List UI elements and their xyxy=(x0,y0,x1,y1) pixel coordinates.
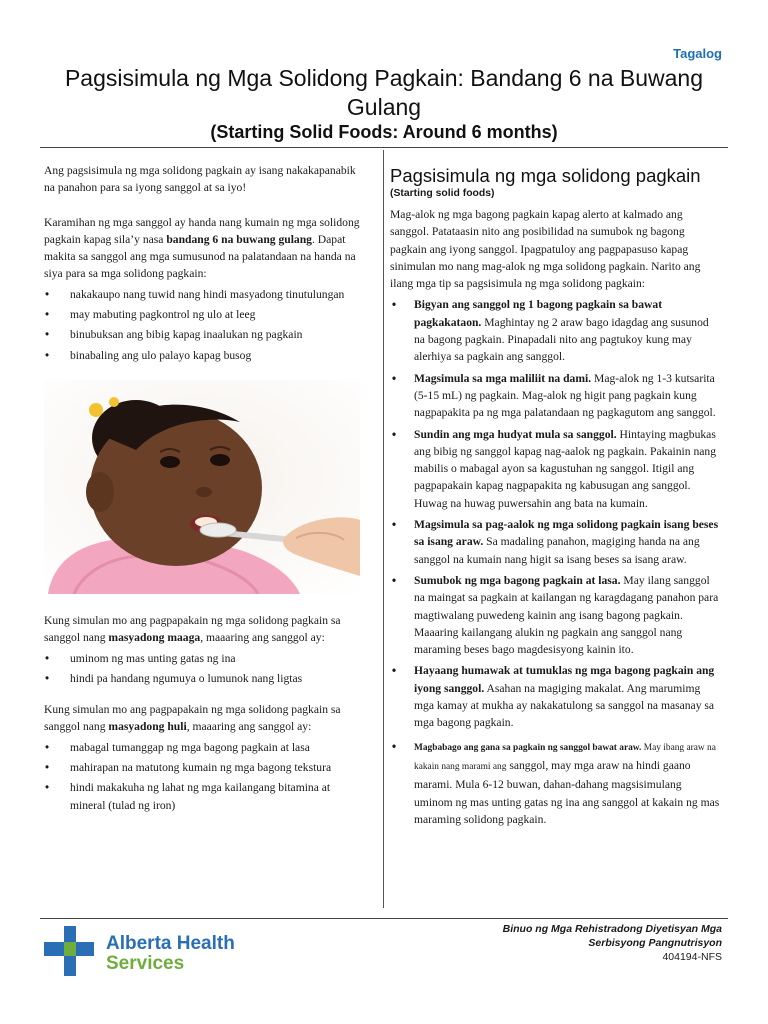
ahs-cross-icon xyxy=(44,926,104,980)
tip-title: Magbabago ang gana sa pagkain ng sanggol bawat araw. xyxy=(414,742,642,753)
tip-title: Bigyan ang sanggol ng 1 bagong pagkain sa bawat pagkakataon. xyxy=(414,298,663,329)
late-text-pre: Kung simulan mo ang pagpapakain ng mga solidong pagkain sa sanggol nang xyxy=(44,703,341,734)
tip-title: Magsimula sa mga maliliit na dami. xyxy=(414,371,592,385)
list-item: • binabaling ang ulo palayo kapag busog xyxy=(44,347,366,364)
tip-item xyxy=(390,738,722,828)
readiness-text-post: . Dapat makita sa sanggol ang mga sumusunod na palatandaan na handa na siya para sa mga solidong pagkain: xyxy=(44,232,356,281)
credit-line-2: Serbisyong Pangnutrisyon xyxy=(588,937,722,949)
org-name-line2: Services xyxy=(106,953,185,974)
late-paragraph xyxy=(44,701,366,736)
tip-title: Magsimula sa pag-aalok ng mga solidong pagkain isang beses sa isang araw. xyxy=(414,518,719,549)
list-item: • may mabuting pagkontrol ng ulo at leeg xyxy=(44,306,366,323)
section-heading: Pagsisimula ng mga solidong pagkain xyxy=(390,165,701,186)
right-column xyxy=(390,164,722,832)
list-item: • mabagal tumanggap ng mga bagong pagkain at lasa xyxy=(44,739,366,756)
list-item: • nakakaupo nang tuwid nang hindi masyadong tinutulungan xyxy=(44,286,366,303)
early-emphasis: masyadong maaga xyxy=(108,631,201,645)
left-column-lower xyxy=(44,612,366,817)
list-item: • hindi makakuha ng lahat ng mga kailangang bitamina at mineral (tulad ng iron) xyxy=(44,779,366,814)
early-risks-list xyxy=(44,650,366,688)
tip-item xyxy=(390,662,722,731)
bottom-rule xyxy=(40,918,728,919)
baby-feeding-illustration xyxy=(44,380,360,594)
readiness-age: bandang 6 na buwang gulang xyxy=(166,232,312,246)
tips-intro: Mag-alok ng mga bagong pagkain kapag alerto at kalmado ang sanggol. Patataasin nito ang posibilidad na sumubok ng bagong pagkain ang iyong sanggol. Ipagpatuloy ang pagpapasuso kapag sinimulan mo nang mag-alok ng mga solidong pagkain. Narito ang ilang mga tip sa pagsisimula ng mga solidong pagkain: xyxy=(390,208,701,291)
tip-text: Sa madaling panahon, magiging handa na ang sanggol na kumain nang higit sa isang beses sa isang araw. xyxy=(414,535,700,566)
credit-line-1: Binuo ng Mga Rehistradong Diyetisyan Mga xyxy=(502,923,722,935)
page-title: Pagsisimula ng Mga Solidong Pagkain: Bandang 6 na Buwang Gulang xyxy=(64,65,704,120)
list-item: • hindi pa handang ngumuya o lumunok nang ligtas xyxy=(44,670,366,687)
tip-title: Hayaang humawak at tumuklas ng mga bagong pagkain ang iyong sanggol. xyxy=(414,664,715,695)
list-item: • binubuksan ang bibig kapag inaalukan ng pagkain xyxy=(44,326,366,343)
document-code: 404194-NFS xyxy=(662,951,722,963)
tip-item xyxy=(390,516,722,568)
tip-item xyxy=(390,572,722,658)
early-paragraph xyxy=(44,612,366,647)
baby-feeding-photo xyxy=(44,380,360,594)
left-column xyxy=(44,162,366,367)
tip-title: Sumubok ng mga bagong pagkain at lasa. xyxy=(414,573,621,587)
readiness-text-pre: Karamihan ng mga sanggol ay handa nang kumain ng mga solidong pagkain kapag sila’y nasa xyxy=(44,215,360,246)
tip-title: Sundin ang mga hudyat mula sa sanggol. xyxy=(414,427,617,441)
intro-paragraph: Ang pagsisimula ng mga solidong pagkain ay isang nakakapanabik na panahon para sa iyong sanggol at sa iyo! xyxy=(44,164,356,195)
language-tag: Tagalog xyxy=(673,46,722,61)
list-item: • mahirapan na matutong kumain ng mga bagong tekstura xyxy=(44,759,366,776)
tip-text: May ilang sanggol na maingat sa pagkain at kailangan ng karagdagang panahon para magtiwalang puwedeng kainin ang isang bagong pagkain. Maaaring kailangang alukin ng pagkain ang sanggol nang maraming beses bago magdesisyong kainin ito. xyxy=(414,573,719,657)
top-rule xyxy=(40,147,728,148)
readiness-signs-list xyxy=(44,286,366,364)
tip-text: Maghintay ng 2 araw bago idagdag ang susunod na bagong pagkain. Pinapadali nito ang pagtukoy kung may alerhiya sa pagkain ang sanggol. xyxy=(414,315,709,364)
early-text-pre: Kung simulan mo ang pagpapakain ng mga solidong pagkain sa sanggol nang xyxy=(44,614,341,645)
list-item: • uminom ng mas unting gatas ng ina xyxy=(44,650,366,667)
tip-item xyxy=(390,426,722,512)
column-divider xyxy=(383,150,384,908)
tip-text: Hintaying magbukas ang bibig ng sanggol kapag nag-aalok ng pagkain. Pakainin nang mabilis o mabagal ayon sa kagustuhan ng sanggol. Itigil ang pagpapakain kapag nagpapakita ng kabusugan ang sanggol. Huwag na huwag puwersahin ang bata na kumain. xyxy=(414,427,717,510)
org-name-line1: Alberta Health xyxy=(106,933,235,954)
tip-text-small: May ibang araw na kakain nang marami ang xyxy=(414,742,716,772)
tips-list xyxy=(390,296,722,828)
tip-text: sanggol, may mga araw na hindi gaano marami. Mula 6-12 buwan, dahan-dahang magsisimulang uminom ng mas unting gatas ng ina ang sanggol at kakain ng mas maraming solidong pagkain. xyxy=(414,758,720,826)
ahs-wordmark xyxy=(106,934,235,974)
readiness-paragraph xyxy=(44,214,366,283)
late-risks-list xyxy=(44,739,366,814)
tip-item xyxy=(390,296,722,365)
page-subtitle: (Starting Solid Foods: Around 6 months) xyxy=(210,122,558,142)
early-text-post: , maaaring ang sanggol ay: xyxy=(200,631,325,645)
section-subheading: (Starting solid foods) xyxy=(390,188,495,199)
tip-text: Asahan na magiging makalat. Ang marumimg mga kamay at mukha ay nakakatulong sa sanggol na masanay sa mga bagong pagkain. xyxy=(414,681,715,730)
late-emphasis: masyadong huli xyxy=(108,720,187,734)
tip-text: Mag-alok ng 1-3 kutsarita (5-15 mL) ng pagkain. Mag-alok ng higit pang pagkain kung nagpapakita pa ng mga palatandaan ng pagkagutom ang sanggol. xyxy=(414,371,716,420)
footer-credit xyxy=(503,922,722,964)
late-text-post: , maaaring ang sanggol ay: xyxy=(186,720,312,734)
tip-item xyxy=(390,370,722,422)
